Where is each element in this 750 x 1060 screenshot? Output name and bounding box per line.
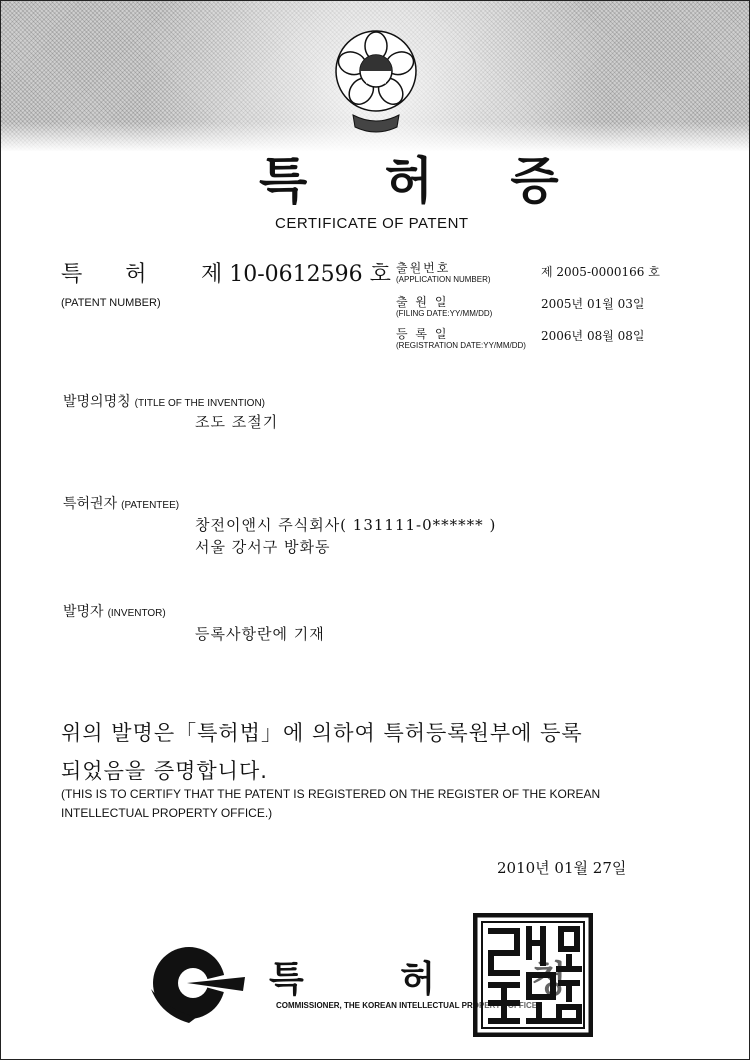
- application-number-label-ko: 출원번호: [396, 261, 451, 275]
- patent-number-label-ko: 특 허: [61, 262, 165, 287]
- certification-statement-en-line1: (THIS IS TO CERTIFY THAT THE PATENT IS REGISTERED ON THE REGISTER OF THE KOREAN: [61, 787, 601, 801]
- official-seal-icon: [473, 913, 593, 1037]
- issuer-name-ko: 특 허 청: [269, 959, 609, 1000]
- filing-date-label-ko: 출 원 일: [396, 295, 449, 309]
- certificate-title-en: CERTIFICATE OF PATENT: [275, 215, 469, 232]
- registration-date-label-en: (REGISTRATION DATE:YY/MM/DD): [396, 341, 526, 350]
- kipo-logo-icon: [149, 941, 249, 1025]
- certification-statement-en-line2: INTELLECTUAL PROPERTY OFFICE.): [61, 806, 273, 820]
- invention-title-value: 조도 조절기: [195, 413, 279, 431]
- national-emblem-icon: [331, 23, 421, 141]
- patentee-label-en: (PATENTEE): [121, 500, 180, 511]
- certificate-title-ko: 특 허 증: [259, 152, 589, 210]
- inventor-label-en: (INVENTOR): [107, 608, 166, 619]
- invention-title-label-ko: 발명의명칭: [63, 394, 131, 410]
- invention-title-label: [63, 391, 265, 411]
- patentee-address: 서울 강서구 방화동: [195, 538, 331, 556]
- patentee-label: [63, 493, 179, 513]
- inventor-label-ko: 발명자: [63, 604, 104, 620]
- registration-date-label-ko: 등 록 일: [396, 327, 449, 341]
- patent-number-label-en: (PATENT NUMBER): [61, 297, 161, 309]
- filing-date-value: 2005년 01월 03일: [541, 297, 645, 311]
- application-number-label-en: (APPLICATION NUMBER): [396, 275, 491, 284]
- patent-number-value: 제 10-0612596 호: [201, 262, 391, 287]
- certification-statement-line1: 위의 발명은「특허법」에 의하여 특허등록원부에 등록: [61, 721, 583, 745]
- issuer-name-en: COMMISSIONER, THE KOREAN INTELLECTUAL PROPERTY OFFICE: [276, 1001, 538, 1010]
- application-number-value: 제 2005-0000166 호: [541, 265, 660, 279]
- patentee-name: 창전이앤시 주식회사( 131111-0****** ): [195, 516, 497, 534]
- inventor-value: 등록사항란에 기재: [195, 625, 325, 643]
- inventor-label: [63, 601, 166, 621]
- issue-date: 2010년 01월 27일: [497, 859, 627, 877]
- invention-title-label-en: (TITLE OF THE INVENTION): [134, 398, 266, 409]
- certification-statement-line2: 되었음을 증명합니다.: [61, 759, 268, 783]
- patentee-label-ko: 특허권자: [63, 496, 118, 512]
- registration-date-value: 2006년 08월 08일: [541, 329, 645, 343]
- filing-date-label-en: (FILING DATE:YY/MM/DD): [396, 309, 493, 318]
